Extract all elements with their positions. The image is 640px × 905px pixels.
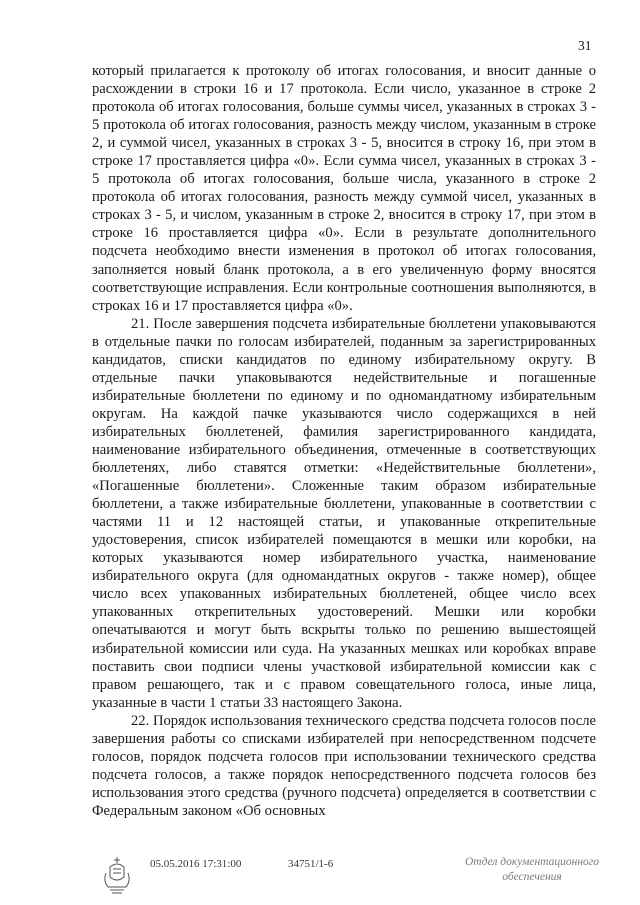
document-body — [92, 62, 596, 820]
paragraph-21: 21. После завершения подсчета избирательные бюллетени упаковываются в отдельные пачки по голосам избирателей, поданным за зарегистрированных кандидатов, списки кандидатов по единому избирательному округу. В отдельные пачки упаковываются недействительные и погашенные избирательные бюллетени по единому и по одномандатному избирательным округам. На каждой пачке указываются число содержащихся в ней избирательных бюллетеней, фамилия зарегистрированного кандидата, наименование избирательного объединения, отмеченные в соответствующих бюллетенях, либо ставятся отметки: «Недействительные бюллетени», «Погашенные бюллетени». Сложенные таким образом избирательные бюллетени, а также избирательные бюллетени, упакованные в соответствии с частями 11 и 12 настоящей статьи, и упакованные открепительные удостоверения, список избирателей помещаются в мешки или коробки, на которых указываются номер избирательного участка, наименование избирательного округа (для одномандатных округов - также номер), общее число всех упакованных избирательных бюллетеней, общее число всех упакованных открепительных удостоверений. Мешки или коробки опечатываются и могут быть вскрыты только по решению вышестоящей избирательной комиссии или суда. На указанных мешках или коробках вправе поставить свои подписи члены участковой избирательной комиссии как с правом решающего, так и с правом совещательного голоса, иные лица, указанные в части 1 статьи 33 настоящего Закона. — [92, 315, 596, 711]
footer-document-number: 34751/1-6 — [288, 858, 334, 870]
page-number: 31 — [578, 38, 592, 53]
footer-department — [452, 855, 612, 885]
footer-date: 05.05.2016 17:31:00 — [150, 858, 242, 870]
emblem-icon — [100, 855, 134, 895]
paragraph-22: 22. Порядок использования технического средства подсчета голосов после завершения работы со списками избирателей при непосредственном подсчете голосов, порядок подсчета голосов при использовании технического средства подсчета голосов, а также порядок непосредственного подсчета голосов без использования этого средства (ручного подсчета) определяется в соответствии с Федеральным законом «Об основных — [92, 712, 596, 819]
paragraph-continuation: который прилагается к протоколу об итогах голосования, и вносит данные о расхождении в строки 16 и 17 протокола. Если число, указанное в строке 2 протокола об итогах голосования, больше суммы чисел, указанных в строках 3 - 5 протокола об итогах голосования, разность между числом, указанным в строке 2, и суммой чисел, указанных в строках 3 - 5, вносится в строку 16, при этом в строке 17 проставляется цифра «0». Если сумма чисел, указанных в строках 3 - 5 протокола об итогах голосования, больше числа, указанного в строке 2 протокола об итогах голосования, разность между суммой чисел, указанных в строках 3 - 5, и числом, указанным в строке 2, вносится в строку 17, при этом в строке 16 проставляется цифра «0». Если в результате дополнительного подсчета необходимо внести изменения в протокол об итогах голосования, заполняется новый бланк протокола, а в его увеличенную форму вносятся соответствующие исправления. Если контрольные соотношения выполняются, в строках 16 и 17 проставляется цифра «0». — [92, 63, 596, 314]
footer-department-line1: Отдел документационного — [464, 856, 600, 868]
footer-department-line2: обеспечения — [502, 871, 562, 883]
